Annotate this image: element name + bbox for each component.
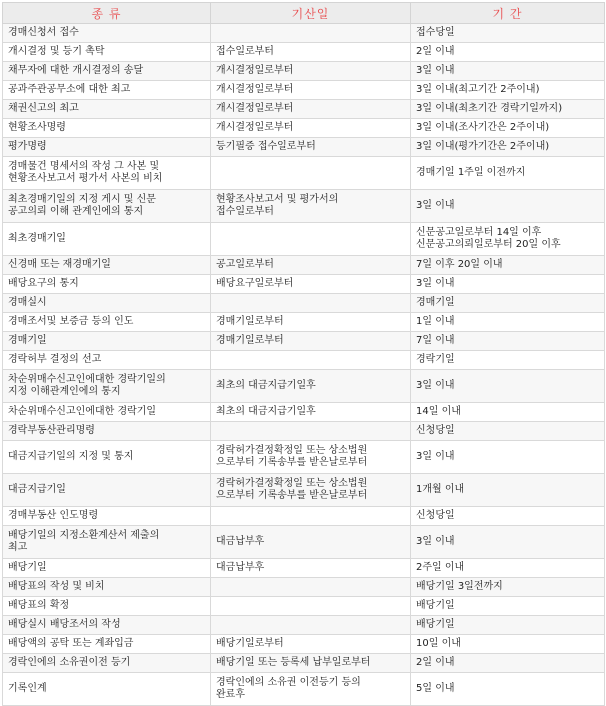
cell-type: 경매조서및 보증금 등의 인도 bbox=[3, 313, 211, 332]
cell-type: 배당기일 bbox=[3, 559, 211, 578]
table-row bbox=[3, 138, 605, 157]
table-row bbox=[3, 313, 605, 332]
table-row bbox=[3, 474, 605, 507]
cell-start-date: 경락허가결정확정일 또는 상소법원 으로부터 기록송부를 받은날로부터 bbox=[211, 474, 411, 507]
header-row bbox=[3, 3, 605, 24]
cell-period: 5일 이내 bbox=[411, 673, 605, 706]
cell-start-date: 대금납부후 bbox=[211, 559, 411, 578]
cell-start-date: 배당기일로부터 bbox=[211, 635, 411, 654]
cell-type: 현황조사명령 bbox=[3, 119, 211, 138]
table-row bbox=[3, 635, 605, 654]
cell-period: 배당기일 bbox=[411, 597, 605, 616]
table-row bbox=[3, 422, 605, 441]
cell-start-date: 공고일로부터 bbox=[211, 256, 411, 275]
cell-type: 경매실시 bbox=[3, 294, 211, 313]
table-row bbox=[3, 294, 605, 313]
cell-type: 경매물건 명세서의 작성 그 사본 및 현황조사보고서 평가서 사본의 비치 bbox=[3, 157, 211, 190]
cell-start-date: 대금납부후 bbox=[211, 526, 411, 559]
table-row bbox=[3, 351, 605, 370]
cell-type: 경락인에의 소유권이전 등기 bbox=[3, 654, 211, 673]
cell-period: 7일 이후 20일 이내 bbox=[411, 256, 605, 275]
cell-period: 3일 이내(최초기간 경락기일까지) bbox=[411, 100, 605, 119]
cell-type: 경락허부 결정의 선고 bbox=[3, 351, 211, 370]
cell-start-date bbox=[211, 157, 411, 190]
table-row bbox=[3, 441, 605, 474]
cell-start-date bbox=[211, 223, 411, 256]
cell-period: 3일 이내 bbox=[411, 190, 605, 223]
cell-type: 차순위매수신고인에대한 경락기일의 지정 이해관계인에의 통지 bbox=[3, 370, 211, 403]
cell-start-date: 배당기일 또는 등록세 납부일로부터 bbox=[211, 654, 411, 673]
auction-schedule-table bbox=[2, 2, 605, 706]
table-row bbox=[3, 559, 605, 578]
cell-start-date bbox=[211, 24, 411, 43]
cell-start-date bbox=[211, 422, 411, 441]
cell-type: 배당실시 배당조서의 작성 bbox=[3, 616, 211, 635]
cell-period: 3일 이내 bbox=[411, 370, 605, 403]
cell-type: 배당기일의 지정소환계산서 제출의 최고 bbox=[3, 526, 211, 559]
cell-period: 배당기일 3일전까지 bbox=[411, 578, 605, 597]
cell-type: 채권신고의 최고 bbox=[3, 100, 211, 119]
cell-start-date: 접수일로부터 bbox=[211, 43, 411, 62]
header-type: 종 류 bbox=[3, 3, 211, 24]
schedule-table-container bbox=[2, 2, 604, 706]
cell-start-date: 경매기일로부터 bbox=[211, 313, 411, 332]
cell-type: 대금지급기일 bbox=[3, 474, 211, 507]
table-row bbox=[3, 43, 605, 62]
header-period: 기 간 bbox=[411, 3, 605, 24]
cell-type: 배당표의 확정 bbox=[3, 597, 211, 616]
table-row bbox=[3, 370, 605, 403]
table-row bbox=[3, 616, 605, 635]
cell-period: 1개월 이내 bbox=[411, 474, 605, 507]
cell-start-date: 경매기일로부터 bbox=[211, 332, 411, 351]
cell-type: 공과주관공무소에 대한 최고 bbox=[3, 81, 211, 100]
cell-type: 경락부동산관리명령 bbox=[3, 422, 211, 441]
table-body bbox=[3, 24, 605, 706]
cell-period: 3일 이내(최고기간 2주이내) bbox=[411, 81, 605, 100]
table-row bbox=[3, 24, 605, 43]
cell-start-date bbox=[211, 597, 411, 616]
table-row bbox=[3, 100, 605, 119]
cell-type: 최초경매기일의 지정 게시 및 신문 공고의뢰 이해 관계인에의 통지 bbox=[3, 190, 211, 223]
cell-type: 배당액의 공탁 또는 계좌입금 bbox=[3, 635, 211, 654]
cell-period: 경매기일 1주일 이전까지 bbox=[411, 157, 605, 190]
cell-start-date: 등기필증 접수일로부터 bbox=[211, 138, 411, 157]
cell-period: 배당기일 bbox=[411, 616, 605, 635]
cell-type: 최초경매기일 bbox=[3, 223, 211, 256]
cell-period: 10일 이내 bbox=[411, 635, 605, 654]
cell-start-date bbox=[211, 351, 411, 370]
cell-start-date bbox=[211, 616, 411, 635]
cell-period: 접수당일 bbox=[411, 24, 605, 43]
table-row bbox=[3, 654, 605, 673]
table-row bbox=[3, 157, 605, 190]
cell-type: 대금지급기일의 지정 및 통지 bbox=[3, 441, 211, 474]
cell-period: 경락기일 bbox=[411, 351, 605, 370]
cell-start-date: 최초의 대금지급기일후 bbox=[211, 403, 411, 422]
cell-period: 신청당일 bbox=[411, 507, 605, 526]
table-row bbox=[3, 332, 605, 351]
cell-period: 3일 이내 bbox=[411, 62, 605, 81]
cell-period: 3일 이내 bbox=[411, 441, 605, 474]
cell-type: 배당요구의 통지 bbox=[3, 275, 211, 294]
cell-period: 3일 이내 bbox=[411, 526, 605, 559]
table-row bbox=[3, 190, 605, 223]
cell-type: 신경매 또는 재경매기일 bbox=[3, 256, 211, 275]
cell-period: 2주일 이내 bbox=[411, 559, 605, 578]
table-row bbox=[3, 119, 605, 138]
cell-type: 평가명령 bbox=[3, 138, 211, 157]
table-row bbox=[3, 526, 605, 559]
cell-start-date: 개시결정일로부터 bbox=[211, 81, 411, 100]
table-row bbox=[3, 673, 605, 706]
cell-type: 배당표의 작성 및 비치 bbox=[3, 578, 211, 597]
cell-start-date bbox=[211, 578, 411, 597]
header-start-date: 기산일 bbox=[211, 3, 411, 24]
cell-start-date: 경락인에의 소유권 이전등기 등의 완료후 bbox=[211, 673, 411, 706]
cell-type: 채무자에 대한 개시결정의 송달 bbox=[3, 62, 211, 81]
cell-start-date: 경락허가결정확정일 또는 상소법원 으로부터 기록송부를 받은날로부터 bbox=[211, 441, 411, 474]
cell-period: 신청당일 bbox=[411, 422, 605, 441]
cell-period: 3일 이내(평가기간은 2주이내) bbox=[411, 138, 605, 157]
cell-type: 차순위매수신고인에대한 경락기일 bbox=[3, 403, 211, 422]
table-row bbox=[3, 62, 605, 81]
cell-period: 7일 이내 bbox=[411, 332, 605, 351]
cell-start-date bbox=[211, 294, 411, 313]
cell-period: 14일 이내 bbox=[411, 403, 605, 422]
cell-type: 개시결정 및 등기 촉탁 bbox=[3, 43, 211, 62]
cell-start-date bbox=[211, 507, 411, 526]
table-row bbox=[3, 81, 605, 100]
cell-period: 3일 이내(조사기간은 2주이내) bbox=[411, 119, 605, 138]
cell-period: 경매기일 bbox=[411, 294, 605, 313]
cell-type: 경매부동산 인도명령 bbox=[3, 507, 211, 526]
cell-start-date: 현황조사보고서 및 평가서의 접수일로부터 bbox=[211, 190, 411, 223]
table-row bbox=[3, 223, 605, 256]
table-row bbox=[3, 256, 605, 275]
cell-period: 신문공고일로부터 14일 이후 신문공고의뢰일로부터 20일 이후 bbox=[411, 223, 605, 256]
cell-period: 3일 이내 bbox=[411, 275, 605, 294]
table-row bbox=[3, 578, 605, 597]
cell-type: 경매신청서 접수 bbox=[3, 24, 211, 43]
cell-period: 2일 이내 bbox=[411, 43, 605, 62]
cell-start-date: 최초의 대금지급기일후 bbox=[211, 370, 411, 403]
table-row bbox=[3, 403, 605, 422]
table-row bbox=[3, 507, 605, 526]
cell-start-date: 개시결정일로부터 bbox=[211, 119, 411, 138]
cell-start-date: 배당요구일로부터 bbox=[211, 275, 411, 294]
cell-start-date: 개시결정일로부터 bbox=[211, 100, 411, 119]
cell-type: 기록인계 bbox=[3, 673, 211, 706]
cell-type: 경매기일 bbox=[3, 332, 211, 351]
cell-start-date: 개시결정일로부터 bbox=[211, 62, 411, 81]
table-row bbox=[3, 597, 605, 616]
cell-period: 2일 이내 bbox=[411, 654, 605, 673]
cell-period: 1일 이내 bbox=[411, 313, 605, 332]
table-row bbox=[3, 275, 605, 294]
